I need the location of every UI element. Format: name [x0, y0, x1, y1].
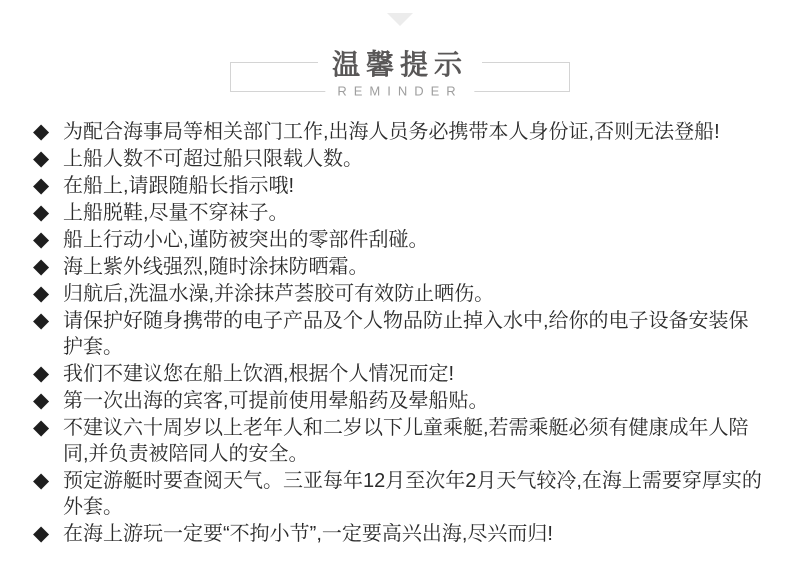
list-item [33, 521, 764, 547]
diamond-bullet-icon: ◆ [33, 120, 50, 143]
diamond-bullet-icon: ◆ [33, 522, 50, 545]
list-item [33, 254, 764, 280]
diamond-bullet-icon: ◆ [33, 416, 50, 439]
list-item [33, 415, 764, 467]
reminder-text: 第一次出海的宾客,可提前使用晕船药及晕船贴。 [63, 390, 489, 412]
list-item [33, 388, 764, 414]
diamond-bullet-icon: ◆ [33, 174, 50, 197]
reminder-text: 船上行动小心,谨防被突出的零部件刮碰。 [63, 229, 429, 251]
list-item [33, 308, 764, 360]
triangle-down-icon [387, 13, 413, 26]
page-subtitle: REMINDER [325, 84, 474, 99]
list-item [33, 227, 764, 253]
list-item [33, 281, 764, 307]
diamond-bullet-icon: ◆ [33, 282, 50, 305]
reminder-text: 为配合海事局等相关部门工作,出海人员务必携带本人身份证,否则无法登船! [63, 121, 720, 143]
diamond-bullet-icon: ◆ [33, 309, 50, 332]
page-title: 温馨提示 [318, 43, 482, 83]
reminder-list [33, 119, 800, 547]
reminder-text: 预定游艇时要查阅天气。三亚每年12月至次年2月天气较冷,在海上需要穿厚实的外套。 [63, 470, 762, 518]
reminder-text: 归航后,洗温水澡,并涂抹芦荟胶可有效防止晒伤。 [63, 283, 495, 305]
list-item [33, 361, 764, 387]
list-item [33, 146, 764, 172]
diamond-bullet-icon: ◆ [33, 228, 50, 251]
reminder-text: 不建议六十周岁以上老年人和二岁以下儿童乘艇,若需乘艇必须有健康成年人陪同,并负责被陪同人的安全。 [63, 417, 749, 465]
reminder-text: 在海上游玩一定要“不拘小节”,一定要高兴出海,尽兴而归! [63, 523, 553, 545]
reminder-text: 在船上,请跟随船长指示哦! [63, 175, 295, 197]
diamond-bullet-icon: ◆ [33, 362, 50, 385]
diamond-bullet-icon: ◆ [33, 255, 50, 278]
reminder-text: 海上紫外线强烈,随时涂抹防晒霜。 [63, 256, 369, 278]
list-item [33, 119, 764, 145]
reminder-text: 上船脱鞋,尽量不穿袜子。 [63, 202, 289, 224]
reminder-text: 上船人数不可超过船只限载人数。 [63, 148, 363, 170]
reminder-text: 我们不建议您在船上饮酒,根据个人情况而定! [63, 363, 455, 385]
list-item [33, 200, 764, 226]
diamond-bullet-icon: ◆ [33, 201, 50, 224]
diamond-bullet-icon: ◆ [33, 389, 50, 412]
diamond-bullet-icon: ◆ [33, 147, 50, 170]
header-frame [230, 49, 570, 99]
list-item [33, 468, 764, 520]
reminder-text: 请保护好随身携带的电子产品及个人物品防止掉入水中,给你的电子设备安装保护套。 [63, 310, 749, 358]
list-item [33, 173, 764, 199]
diamond-bullet-icon: ◆ [33, 469, 50, 492]
